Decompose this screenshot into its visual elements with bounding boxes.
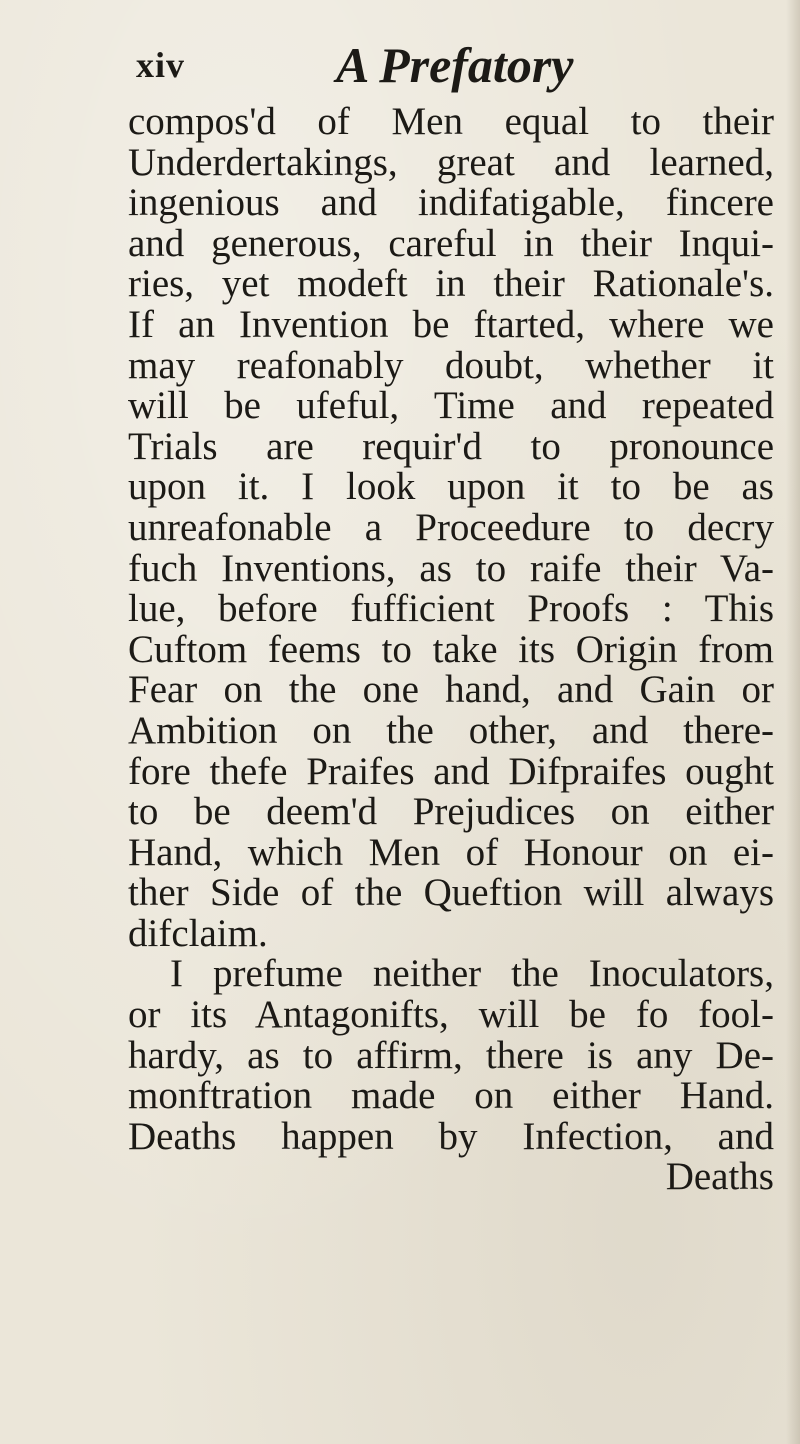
text-line-20: ther Side of the Queftion will always [128,871,774,915]
text-line-15: Fear on the one hand, and Gain or [128,668,774,712]
text-line-2: Underdertakings, great and learned, [128,140,774,184]
text-line-9: Trials are requir'd to pronounce [128,424,774,468]
text-line-12: fuch Inventions, as to raife their Va- [128,546,774,590]
text-line-4: and generous, careful in their Inqui- [128,221,774,265]
text-line-13: lue, before fufficient Proofs : This [128,587,774,631]
text-line-19: Hand, which Men of Honour on ei- [128,830,774,874]
text-line-6: If an Invention be ftarted, where we [128,302,774,346]
body-text [128,102,774,1198]
page-edge-shadow [786,0,800,1444]
text-line-16: Ambition on the other, and there- [128,708,774,752]
text-line-18: to be deem'd Prejudices on either [128,790,774,834]
running-title: A Prefatory [336,37,574,93]
text-line-14: Cuftom feems to take its Origin from [128,627,774,671]
text-line-7: may reafonably doubt, whether it [128,343,774,387]
running-header [128,28,748,98]
catchword: Deaths [665,1155,774,1199]
text-line-3: ingenious and indifatigable, fincere [128,181,774,225]
text-line-17: fore thefe Praifes and Difpraifes ought [128,749,774,793]
text-line-26: Deaths happen by Infection, and [128,1114,774,1158]
text-line-23: or its Antagonifts, will be fo fool- [128,993,774,1037]
text-line-10: upon it. I look upon it to be as [128,465,774,509]
text-line-21: difclaim. [128,911,268,955]
text-line-8: will be ufeful, Time and repeated [128,384,774,428]
text-line-11: unreafonable a Proceedure to decry [128,505,774,549]
text-line-5: ries, yet modeft in their Rationale's. [128,262,774,306]
text-line-24: hardy, as to affirm, there is any De- [128,1033,774,1077]
text-line-22: I prefume neither the Inoculators, [170,952,774,996]
page-number: xiv [136,45,186,85]
text-line-25: monftration made on either Hand. [128,1074,774,1118]
text-line-1: compos'd of Men equal to their [128,100,774,143]
